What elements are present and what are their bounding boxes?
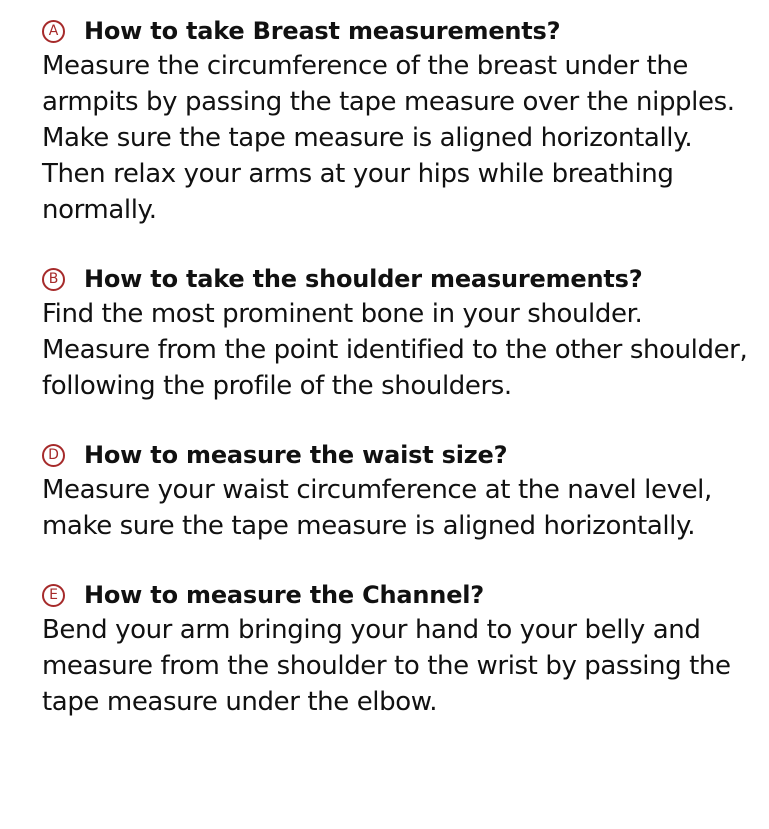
- section-body: Measure the circumference of the breast under the armpits by passing the tape measure over the nipples. Make sure the tape measure is aligned horizontally. Then relax your arms at your hips while breathing normally.: [42, 51, 735, 225]
- section-title: How to measure the waist size?: [84, 441, 508, 469]
- section-breast: [42, 14, 757, 228]
- section-body: Measure your waist circumference at the navel level, make sure the tape measure is aligned horizontally.: [42, 475, 712, 541]
- section-title: How to take Breast measurements?: [84, 17, 561, 45]
- section-heading: [42, 262, 757, 296]
- section-body: Find the most prominent bone in your shoulder. Measure from the point identified to the other shoulder, following the profile of the shoulders.: [42, 299, 748, 401]
- section-channel: [42, 578, 757, 720]
- circled-letter-a-icon: A: [42, 20, 65, 43]
- section-heading: [42, 14, 757, 48]
- circled-letter-e-icon: E: [42, 584, 65, 607]
- section-title: How to measure the Channel?: [84, 581, 485, 609]
- section-title: How to take the shoulder measurements?: [84, 265, 643, 293]
- section-heading: [42, 438, 757, 472]
- section-heading: [42, 578, 757, 612]
- section-body: Bend your arm bringing your hand to your belly and measure from the shoulder to the wrist by passing the tape measure under the elbow.: [42, 615, 731, 717]
- measurement-guide: [42, 14, 757, 720]
- section-shoulder: [42, 262, 757, 404]
- circled-letter-d-icon: D: [42, 444, 65, 467]
- circled-letter-b-icon: B: [42, 268, 65, 291]
- section-waist: [42, 438, 757, 544]
